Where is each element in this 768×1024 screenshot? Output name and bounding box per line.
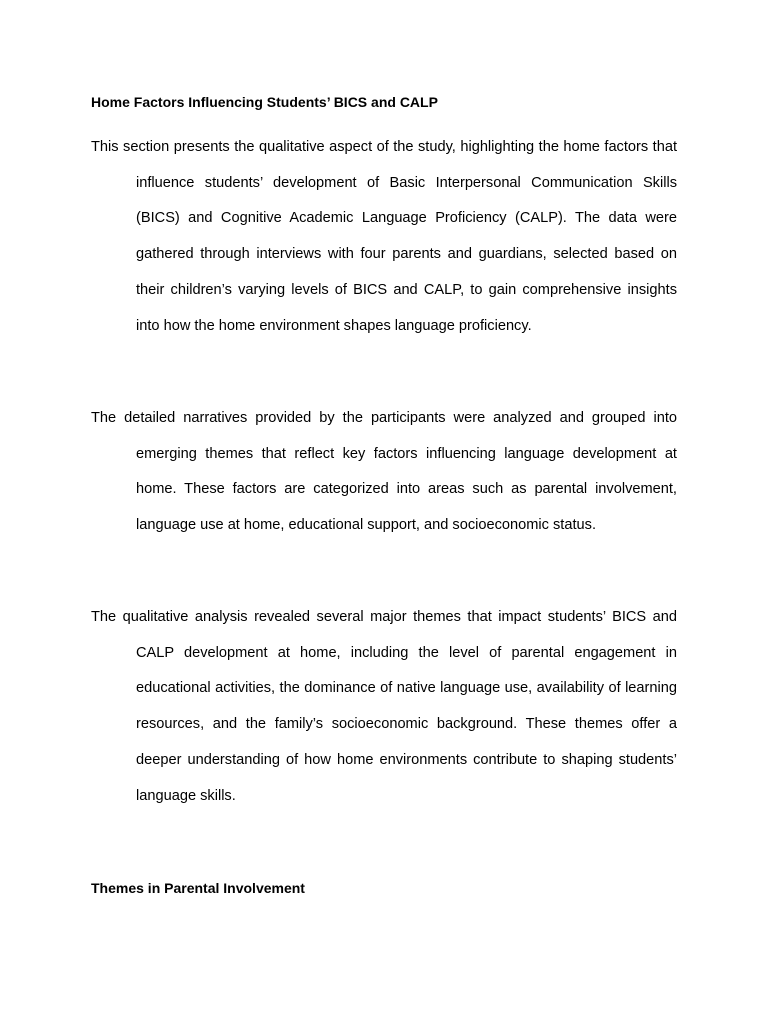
section-heading-parental-involvement: Themes in Parental Involvement (91, 880, 305, 896)
paragraph-qualitative-analysis: The qualitative analysis revealed several major themes that impact students’ BICS and CALP development at home, including the level of parental engagement in educational activities, the dominance of native language use, availability of learning resources, and the family’s socioeconomic background. These themes offer a deeper understanding of how home environments contribute to shaping students’ language skills. (91, 609, 677, 804)
section-heading-home-factors: Home Factors Influencing Students’ BICS and CALP (91, 94, 438, 110)
paragraph-detailed-narratives: The detailed narratives provided by the participants were analyzed and grouped into emerging themes that reflect key factors influencing language development at home. These factors are categorized into areas such as parental involvement, language use at home, educational support, and socioeconomic status. (91, 410, 677, 534)
paragraph-qualitative-aspect: This section presents the qualitative aspect of the study, highlighting the home factors that influence students’ development of Basic Interpersonal Communication Skills (BICS) and Cognitive Academic Language Proficiency (CALP). The data were gathered through interviews with four parents and guardians, selected based on their children’s varying levels of BICS and CALP, to gain comprehensive insights into how the home environment shapes language proficiency. (91, 139, 677, 334)
